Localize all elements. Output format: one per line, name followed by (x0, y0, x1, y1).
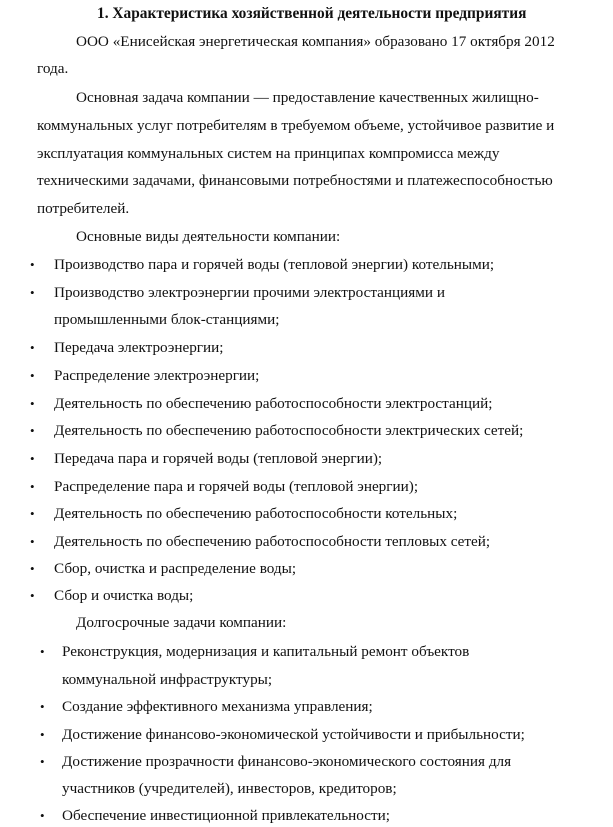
bullet-icon: • (30, 396, 35, 411)
bullet-icon: • (30, 423, 35, 438)
activity-item: Деятельность по обеспечению работоспособности тепловых сетей; (54, 533, 491, 550)
mission-line-5: потребителей. (37, 200, 130, 217)
activity-item: Распределение пара и горячей воды (тепловой энергии); (54, 478, 419, 495)
bullet-icon: • (40, 754, 45, 769)
activity-item-continuation: промышленными блок-станциями; (54, 311, 280, 328)
activity-item: Передача пара и горячей воды (тепловой энергии); (54, 450, 383, 467)
activity-item: Сбор, очистка и распределение воды; (54, 560, 297, 577)
goal-item: Создание эффективного механизма управления; (62, 698, 373, 715)
section-heading: 1. Характеристика хозяйственной деятельности предприятия (97, 5, 527, 22)
bullet-icon: • (30, 534, 35, 549)
bullet-icon: • (40, 808, 45, 823)
bullet-icon: • (30, 561, 35, 576)
intro-line-1: ООО «Енисейская энергетическая компания» образовано 17 октября 2012 (76, 33, 555, 50)
bullet-icon: • (30, 340, 35, 355)
bullet-icon: • (30, 588, 35, 603)
bullet-icon: • (30, 285, 35, 300)
activity-item: Производство электроэнергии прочими электростанциями и (54, 284, 445, 301)
goal-item: Достижение финансово-экономической устойчивости и прибыльности; (62, 726, 525, 743)
bullet-icon: • (40, 699, 45, 714)
activity-item: Передача электроэнергии; (54, 339, 224, 356)
bullet-icon: • (30, 479, 35, 494)
activity-item: Распределение электроэнергии; (54, 367, 260, 384)
bullet-icon: • (30, 506, 35, 521)
mission-line-3: эксплуатация коммунальных систем на принципах компромисса между (37, 145, 500, 162)
activities-title: Основные виды деятельности компании: (76, 228, 341, 245)
goal-item-continuation: коммунальной инфраструктуры; (62, 671, 273, 688)
mission-line-4: техническими задачами, финансовыми потребностями и платежеспособностью (37, 172, 553, 189)
mission-line-1: Основная задача компании — предоставление качественных жилищно- (76, 89, 539, 106)
bullet-icon: • (30, 451, 35, 466)
bullet-icon: • (30, 368, 35, 383)
intro-line-2: года. (37, 60, 69, 77)
goal-item-continuation: участников (учредителей), инвесторов, кредиторов; (62, 780, 397, 797)
activity-item: Сбор и очистка воды; (54, 587, 194, 604)
mission-line-2: коммунальных услуг потребителям в требуемом объеме, устойчивое развитие и (37, 117, 555, 134)
bullet-icon: • (40, 644, 45, 659)
bullet-icon: • (40, 727, 45, 742)
goals-title: Долгосрочные задачи компании: (76, 614, 287, 631)
activity-item: Производство пара и горячей воды (тепловой энергии) котельными; (54, 256, 495, 273)
activity-item: Деятельность по обеспечению работоспособности электрических сетей; (54, 422, 524, 439)
activity-item: Деятельность по обеспечению работоспособности электростанций; (54, 395, 493, 412)
goal-item: Достижение прозрачности финансово-экономического состояния для (62, 753, 512, 770)
goal-item: Обеспечение инвестиционной привлекательности; (62, 807, 390, 824)
bullet-icon: • (30, 257, 35, 272)
goal-item: Реконструкция, модернизация и капитальный ремонт объектов (62, 643, 470, 660)
activity-item: Деятельность по обеспечению работоспособности котельных; (54, 505, 458, 522)
